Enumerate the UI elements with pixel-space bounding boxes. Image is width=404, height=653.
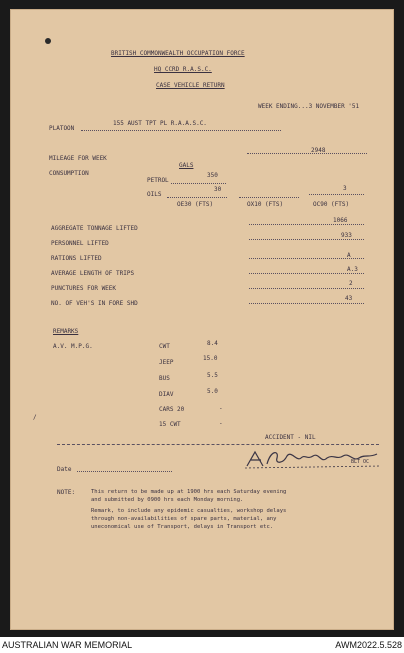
signature-caption: BLT OC bbox=[351, 459, 370, 465]
note-line4: through non-availabilities of spare parts, material, any bbox=[91, 516, 277, 522]
header-line3: CASE VEHICLE RETURN bbox=[156, 82, 225, 89]
remark-label-3: BUS bbox=[159, 375, 170, 382]
stat-value-3: A bbox=[347, 252, 351, 259]
footer-left: AUSTRALIAN WAR MEMORIAL bbox=[2, 640, 133, 650]
remark-value-4: 5.0 bbox=[207, 388, 218, 395]
stat-value-5: 2 bbox=[349, 280, 353, 287]
stat-label-2: PERSONNEL LIFTED bbox=[51, 240, 109, 247]
avg-mpg-label: A.V. M.P.G. bbox=[53, 343, 93, 350]
stat-label-6: NO. OF VEH'S IN FORE SHD bbox=[51, 300, 138, 307]
stat-label-3: RATIONS LIFTED bbox=[51, 255, 102, 262]
consumption-label: CONSUMPTION bbox=[49, 170, 89, 177]
gals-unit: GALS bbox=[179, 162, 194, 169]
oils-value: 30 bbox=[214, 186, 222, 193]
stat-value-6: 43 bbox=[345, 295, 353, 302]
remark-value-6: - bbox=[219, 420, 223, 427]
remark-label-4: DIAV bbox=[159, 391, 174, 398]
stat-label-5: PUNCTURES FOR WEEK bbox=[51, 285, 117, 292]
header-line2: HQ CCRD R.A.S.C. bbox=[154, 66, 212, 73]
remark-label-5: CARS 20 bbox=[159, 406, 185, 413]
oil-col2: OX10 (FTS) bbox=[247, 201, 284, 208]
document-page bbox=[10, 9, 394, 630]
remark-value-1: 8.4 bbox=[207, 340, 218, 347]
note-line1: This return to be made up at 1900 hrs each Saturday evening bbox=[91, 489, 287, 495]
accident-text: ACCIDENT - NIL bbox=[265, 434, 316, 441]
note-line3: Remark, to include any epidemic casualties, workshop delays bbox=[91, 508, 287, 514]
header-line1: BRITISH COMMONWEALTH OCCUPATION FORCE bbox=[111, 50, 245, 57]
platoon-value: 155 AUST TPT PL R.A.A.S.C. bbox=[113, 120, 207, 127]
week-ending: WEEK ENDING...3 NOVEMBER '51 bbox=[258, 103, 360, 110]
oil-c3-value: 3 bbox=[343, 185, 347, 192]
remark-value-2: 15.0 bbox=[203, 355, 218, 362]
stat-label-4: AVERAGE LENGTH OF TRIPS bbox=[51, 270, 135, 277]
remark-label-1: CWT bbox=[159, 343, 170, 350]
footer-right: AWM2022.5.528 bbox=[335, 640, 402, 650]
note-label: NOTE: bbox=[57, 489, 76, 496]
stat-label-1: AGGREGATE TONNAGE LIFTED bbox=[51, 225, 138, 232]
remarks-title: REMARKS bbox=[53, 328, 79, 335]
punch-hole bbox=[45, 38, 51, 44]
oils-label: OILS bbox=[147, 191, 162, 198]
stat-value-4: A.3 bbox=[347, 266, 358, 273]
footer-bar bbox=[0, 637, 404, 653]
note-line5: uneconomical use of Transport, delays in Transport etc. bbox=[91, 524, 274, 530]
stat-value-1: 1066 bbox=[333, 217, 348, 224]
remark-label-2: JEEP bbox=[159, 359, 174, 366]
remark-value-5: - bbox=[219, 405, 223, 412]
mileage-value: 2948 bbox=[311, 147, 326, 154]
remark-label-6: 15 CWT bbox=[159, 421, 181, 428]
date-label: Date bbox=[57, 466, 72, 473]
note-line2: and submitted by 0900 hrs each Monday morning. bbox=[91, 497, 244, 503]
stat-value-2: 933 bbox=[341, 232, 352, 239]
oil-col3: OC90 (FTS) bbox=[313, 201, 350, 208]
oil-col1: OE30 (FTS) bbox=[177, 201, 214, 208]
platoon-label: PLATOON bbox=[49, 125, 75, 132]
mileage-label: MILEAGE FOR WEEK bbox=[49, 155, 107, 162]
petrol-value: 350 bbox=[207, 172, 218, 179]
margin-mark: / bbox=[33, 414, 37, 421]
petrol-label: PETROL bbox=[147, 177, 169, 184]
remark-value-3: 5.5 bbox=[207, 372, 218, 379]
